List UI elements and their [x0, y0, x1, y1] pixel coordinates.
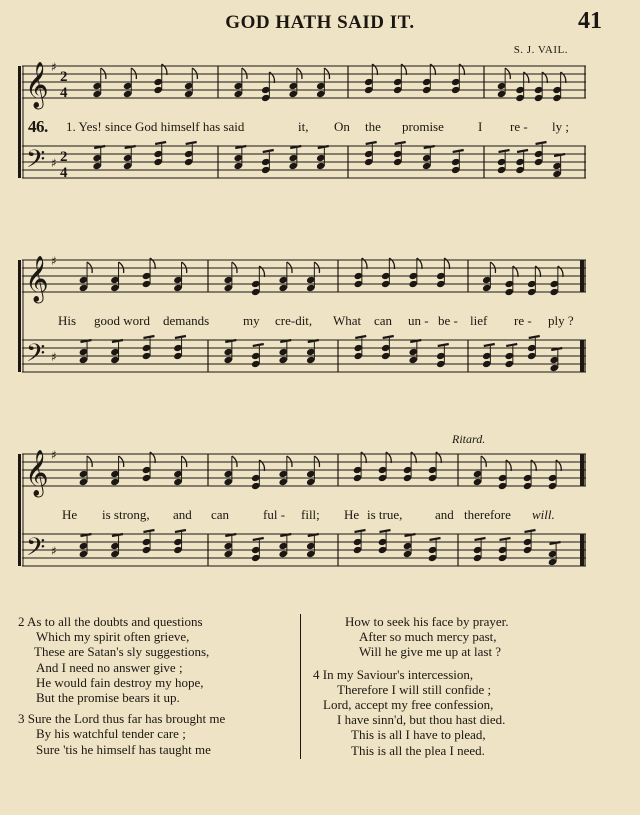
verse-line: Which my spirit often grieve,	[36, 629, 190, 645]
note-flag	[366, 142, 377, 144]
verse-line: By his watchful tender care ;	[36, 726, 186, 742]
composer-credit: S. J. VAIL.	[513, 44, 568, 56]
bass-clef-icon: 𝄢	[26, 145, 46, 180]
verse-line: This is all the plea I need.	[351, 742, 485, 758]
lyric-word: lief	[470, 313, 488, 328]
verse-line: 4 In my Saviour's intercession,	[313, 666, 474, 682]
hymn-title: GOD HATH SAID IT.	[225, 12, 415, 33]
lyric-word: is strong,	[102, 507, 150, 522]
final-barline	[580, 454, 584, 486]
time-signature: 4	[60, 85, 68, 101]
verse-line: But the promise bears it up.	[36, 690, 180, 706]
verses-right-column	[313, 614, 509, 758]
lyric-word: un -	[408, 313, 429, 328]
note-flag	[453, 150, 464, 152]
note-flag	[175, 336, 186, 338]
lyric-line-3	[18, 507, 608, 525]
bass-clef-icon: 𝄢	[26, 533, 46, 568]
note-flag	[253, 344, 264, 346]
note-flag	[438, 344, 449, 346]
treble-clef-icon: 𝄞	[25, 450, 49, 496]
verse-line: I have sinn'd, but thou hast died.	[337, 712, 506, 728]
lyric-word: can	[211, 507, 230, 522]
final-barline	[580, 534, 584, 566]
lyric-word: He	[62, 507, 78, 522]
final-barline	[580, 340, 584, 372]
note-flag	[355, 530, 366, 532]
lyric-word: my	[243, 313, 260, 328]
note-flag	[430, 538, 441, 540]
lyric-line-2	[18, 313, 608, 331]
note-flag	[380, 530, 391, 532]
note-flag	[175, 530, 186, 532]
note-flag	[517, 150, 528, 152]
note-flag	[383, 336, 394, 338]
lyric-word: promise	[402, 119, 444, 134]
note-flag	[500, 538, 511, 540]
note-flag	[155, 142, 166, 144]
lyric-word: is true,	[367, 507, 403, 522]
verse-line: Will he give me up at last ?	[359, 644, 502, 660]
note-flag	[355, 336, 366, 338]
lyric-line-1	[18, 119, 608, 137]
lyric-word: and	[435, 507, 454, 522]
lyric-word: fill;	[301, 507, 320, 522]
note-flag	[525, 530, 536, 532]
lyric-word: re -	[510, 119, 528, 134]
lyric-word: therefore	[464, 507, 511, 522]
note-flag	[506, 344, 517, 346]
key-sharp-icon: ♯	[51, 156, 57, 170]
key-sharp-icon: ♯	[51, 544, 57, 558]
lyric-word: 1. Yes! since God himself has said	[66, 119, 245, 134]
lyric-word: I	[478, 119, 483, 134]
lyric-word: ply ?	[548, 313, 574, 328]
time-signature: 2	[60, 149, 68, 165]
note-flag	[186, 142, 197, 144]
note-flag	[143, 336, 154, 338]
bass-clef-icon: 𝄢	[26, 339, 46, 374]
lyric-word: ly ;	[552, 119, 569, 134]
page-number: 41	[578, 8, 602, 34]
treble-clef-icon: 𝄞	[25, 62, 49, 108]
lyric-word: the	[365, 119, 381, 134]
tempo-mark: Ritard.	[452, 432, 486, 446]
lyric-word: demands	[163, 313, 210, 328]
verse-line: This is all I have to plead,	[351, 727, 486, 743]
verse-line: These are Satan's sly suggestions,	[34, 644, 210, 660]
treble-clef-icon: 𝄞	[25, 256, 49, 302]
verse-line: Sure 'tis he himself has taught me	[36, 741, 211, 757]
lyric-word: cre-dit,	[275, 313, 313, 328]
key-sharp-icon: ♯	[51, 254, 57, 268]
note-flag	[395, 142, 406, 144]
note-flag	[263, 150, 274, 152]
verse-line: 3 Sure the Lord thus far has brought me	[18, 711, 226, 727]
lyric-word: ful -	[263, 507, 286, 522]
lyric-word: good word	[94, 313, 150, 328]
key-sharp-icon: ♯	[51, 350, 57, 364]
verse-line: And I need no answer give ;	[36, 659, 183, 675]
lyric-word: can	[374, 313, 393, 328]
lyric-word: will.	[532, 507, 555, 522]
column-divider	[300, 614, 301, 759]
note-flag	[499, 150, 510, 152]
note-flag	[529, 336, 540, 338]
verse-line: Therefore I will still confide ;	[337, 681, 492, 697]
note-flag	[484, 344, 495, 346]
note-flag	[253, 538, 264, 540]
time-signature: 4	[60, 165, 68, 181]
time-signature: 2	[60, 69, 68, 85]
hymn-number: 46.	[28, 117, 48, 136]
key-sharp-icon: ♯	[51, 60, 57, 74]
verse-line: How to seek his face by prayer.	[345, 614, 509, 629]
lyric-word: His	[58, 313, 77, 328]
lyric-word: it,	[298, 119, 309, 134]
verse-line: After so much mercy past,	[359, 629, 497, 645]
note-flag	[536, 142, 547, 144]
key-sharp-icon: ♯	[51, 448, 57, 462]
verse-line: Lord, accept my free confession,	[323, 697, 494, 713]
lyric-word: What	[333, 313, 362, 328]
lyric-word: and	[173, 507, 192, 522]
lyric-word: He	[344, 507, 360, 522]
verse-line: He would fain destroy my hope,	[36, 674, 204, 690]
final-barline	[580, 260, 584, 292]
note-flag	[143, 530, 154, 532]
lyric-word: re -	[514, 313, 532, 328]
lyric-word: On	[334, 119, 350, 134]
lyric-word: be -	[438, 313, 458, 328]
note-flag	[475, 538, 486, 540]
verse-line: 2 As to all the doubts and questions	[18, 614, 203, 629]
verses-left-column	[18, 614, 225, 757]
